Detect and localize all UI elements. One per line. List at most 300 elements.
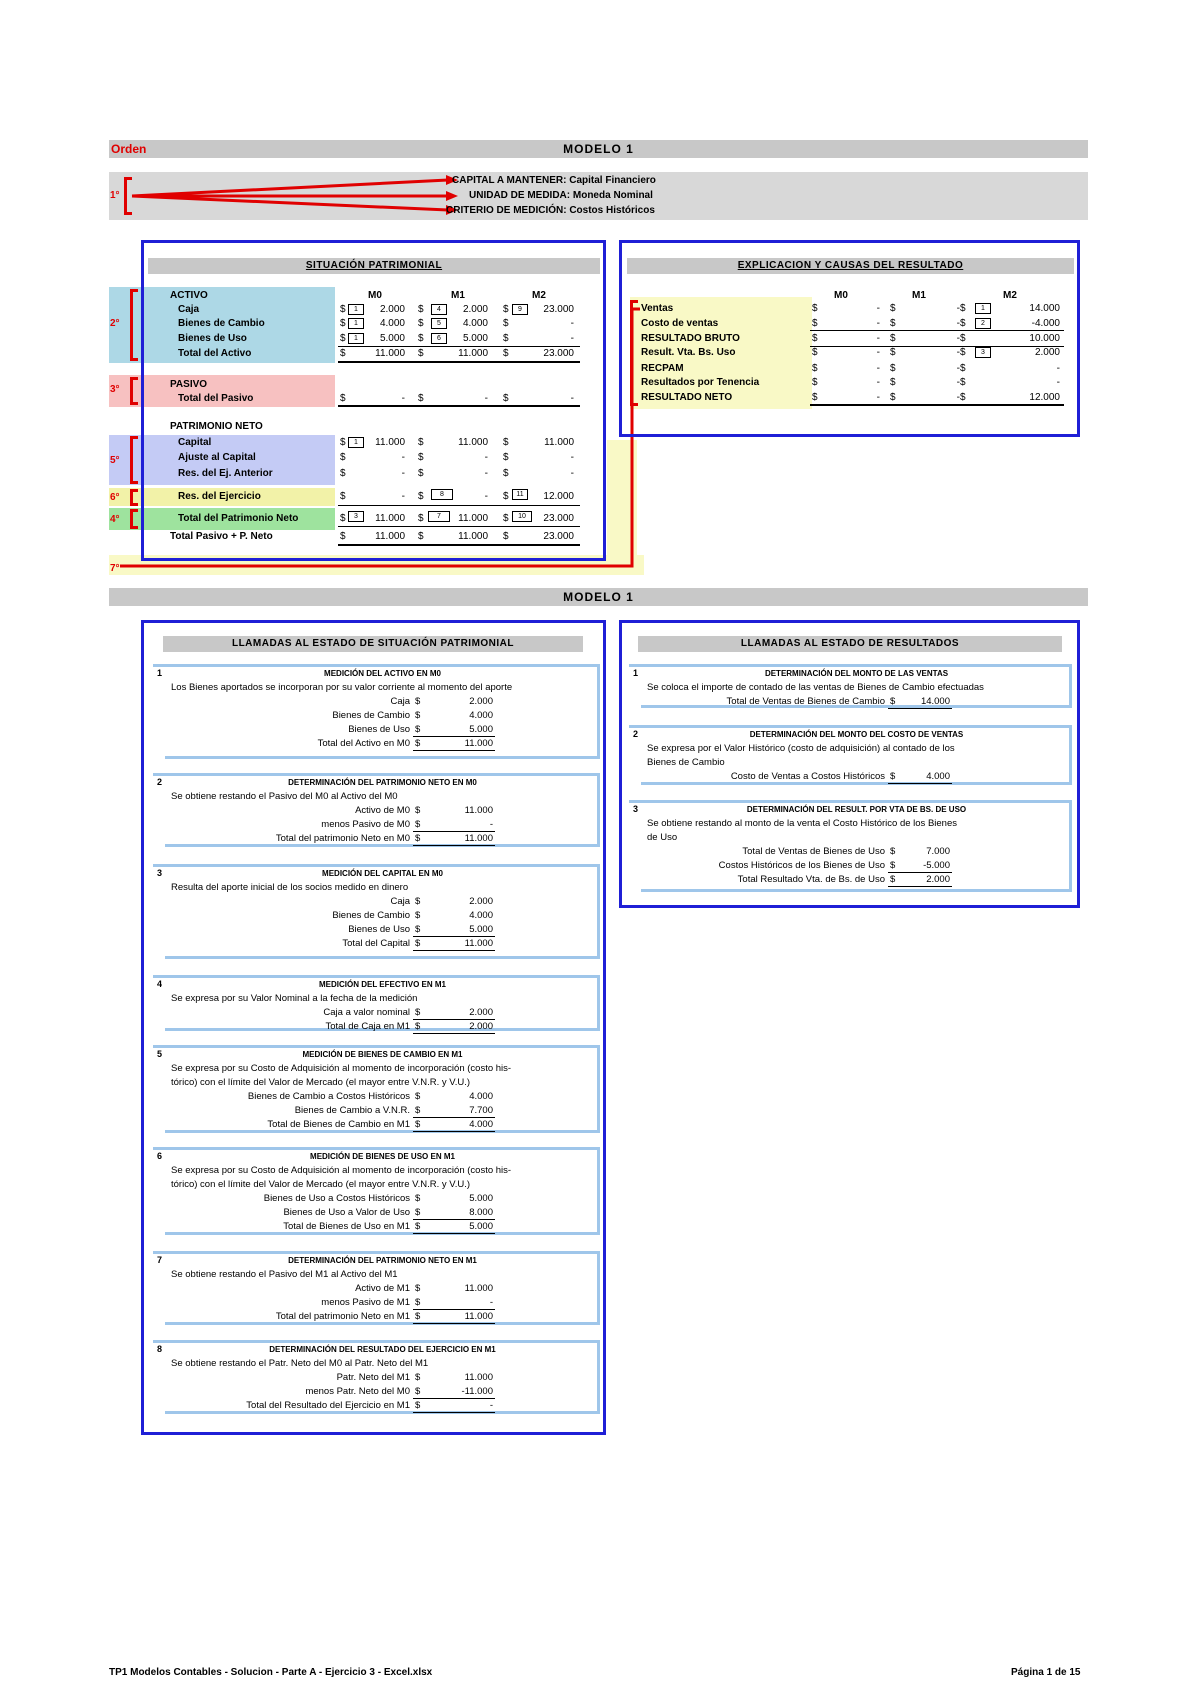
dollar: $	[418, 468, 424, 479]
tact-m1: 11.000	[458, 348, 488, 359]
dollar: $	[415, 924, 421, 935]
dollar: $	[418, 437, 424, 448]
er-row-label: Ventas	[641, 303, 674, 314]
resej-label: Res. del Ejercicio	[178, 491, 261, 502]
note-row-value: 7.700	[469, 1105, 493, 1116]
dollar: $	[340, 531, 346, 542]
note-caption: MEDICIÓN DE BIENES DE CAMBIO EN M1	[302, 1050, 463, 1059]
note-row-value: -5.000	[923, 860, 950, 871]
underline	[413, 1323, 495, 1324]
underline	[413, 1033, 495, 1034]
note-row-value: 5.000	[469, 924, 493, 935]
note-caption: DETERMINACIÓN DEL MONTO DE LAS VENTAS	[764, 669, 949, 678]
dollar: $	[415, 1386, 421, 1397]
note-row-label: Total de Caja en M1	[325, 1021, 410, 1032]
er-value: -	[956, 392, 960, 403]
note-row-label: Bienes de Cambio a Costos Históricos	[247, 1091, 410, 1102]
situacion-title: SITUACIÓN PATRIMONIAL	[305, 260, 443, 271]
ajuste-label: Ajuste al Capital	[178, 452, 256, 463]
dollar: $	[415, 896, 421, 907]
ref-box[interactable]: 2	[975, 318, 991, 329]
underline	[338, 346, 580, 347]
step-5: 5°	[110, 455, 120, 466]
er-value: -	[956, 363, 960, 374]
modelo-header-bar-2	[109, 588, 1088, 606]
dollar: $	[415, 833, 421, 844]
dollar: $	[418, 452, 424, 463]
modelo-title-2: MODELO 1	[563, 590, 634, 604]
note-row-label: Caja a valor nominal	[323, 1007, 410, 1018]
dollar: $	[340, 318, 346, 329]
ref-box[interactable]: 1	[348, 304, 364, 315]
er-value: 2.000	[1034, 347, 1060, 358]
footer-right: Página 1 de 15	[1011, 1667, 1081, 1678]
er-value: -	[876, 303, 880, 314]
llamadas-sp-title-bar	[163, 636, 583, 652]
note-top-line	[153, 773, 600, 776]
er-value: -	[1056, 363, 1060, 374]
resant-m2: -	[570, 468, 574, 479]
note-row-value: 8.000	[469, 1207, 493, 1218]
underline	[413, 1219, 495, 1220]
dollar: $	[890, 363, 896, 374]
underline	[413, 936, 495, 937]
ref-box[interactable]: 11	[512, 489, 528, 500]
note-top-line	[153, 1045, 600, 1048]
er-row-label: Costo de ventas	[641, 318, 719, 329]
er-value: -	[956, 347, 960, 358]
tpas-m1: -	[484, 393, 488, 404]
capital-m0: 11.000	[375, 437, 405, 448]
ref-box[interactable]: 1	[975, 303, 991, 314]
ref-box[interactable]: 9	[512, 304, 528, 315]
ref-box[interactable]: 1	[348, 437, 364, 448]
dollar: $	[503, 348, 509, 359]
note-top-line	[629, 664, 1072, 667]
note-row-value: 2.000	[469, 1021, 493, 1032]
col-m0: M0	[368, 290, 382, 301]
note-row-label: Total del patrimonio Neto en M1	[275, 1311, 410, 1322]
bc-m2: -	[570, 318, 574, 329]
underline	[413, 1412, 495, 1413]
dollar: $	[418, 333, 424, 344]
underline	[413, 736, 495, 737]
capital-line-2: UNIDAD DE MEDIDA: Moneda Nominal	[469, 190, 653, 201]
dollar: $	[812, 392, 818, 403]
er-value: -4.000	[1031, 318, 1060, 329]
note-row-value: -11.000	[461, 1386, 493, 1397]
note-number: 8	[157, 1344, 163, 1354]
dollar: $	[415, 805, 421, 816]
note-text: Se expresa por su Costo de Adquisición al momento de incorporación (costo his-	[171, 1063, 512, 1074]
caja-label: Caja	[178, 304, 200, 315]
dollar: $	[960, 303, 966, 314]
dollar: $	[415, 938, 421, 949]
note-top-line	[153, 1340, 600, 1343]
dollar: $	[340, 468, 346, 479]
pasivo-label: PASIVO	[170, 379, 208, 390]
bu-label: Bienes de Uso	[178, 333, 247, 344]
dollar: $	[415, 1400, 421, 1411]
note-text: Se expresa por el Valor Histórico (costo de adquisición) al contado de los	[647, 743, 955, 754]
note-row-value: -	[489, 1297, 493, 1308]
ref-box[interactable]: 8	[431, 489, 453, 500]
note-row-value: 4.000	[469, 710, 493, 721]
dollar: $	[960, 392, 966, 403]
er-value: -	[876, 377, 880, 388]
er-value: 14.000	[1029, 303, 1060, 314]
note-row-label: Total de Bienes de Uso en M1	[283, 1221, 410, 1232]
dollar: $	[340, 333, 346, 344]
note-row-label: Bienes de Uso a Valor de Uso	[283, 1207, 410, 1218]
note-text: tórico) con el límite del Valor de Mercado (el mayor entre V.N.R. y V.U.)	[171, 1077, 471, 1088]
explicacion-title-bar	[627, 258, 1074, 274]
dollar: $	[960, 333, 966, 344]
note-number: 1	[157, 668, 163, 678]
dollar: $	[418, 491, 424, 502]
dollar: $	[415, 1283, 421, 1294]
col-m1: M1	[451, 290, 465, 301]
dollar: $	[415, 696, 421, 707]
underline	[413, 845, 495, 846]
note-caption: DETERMINACIÓN DEL MONTO DEL COSTO DE VENTAS	[749, 730, 964, 739]
bu-m1: 5.000	[462, 333, 488, 344]
dollar: $	[415, 1119, 421, 1130]
note-number: 3	[157, 868, 163, 878]
note-row-label: Activo de M0	[355, 805, 410, 816]
dollar: $	[418, 393, 424, 404]
note-text: Se obtiene restando el Pasivo del M0 al Activo del M0	[171, 791, 398, 802]
ref-box[interactable]: 1	[348, 333, 364, 344]
note-caption: DETERMINACIÓN DEL RESULT. POR VTA DE BS. DE USO	[746, 805, 967, 814]
note-number: 5	[157, 1049, 163, 1059]
ref-box[interactable]: 4	[431, 304, 447, 315]
ref-box[interactable]: 10	[512, 511, 532, 522]
dollar: $	[340, 491, 346, 502]
note-row-value: 11.000	[464, 738, 493, 749]
dollar: $	[415, 1007, 421, 1018]
dollar: $	[340, 304, 346, 315]
dollar: $	[415, 1221, 421, 1232]
note-row-label: Total de Bienes de Cambio en M1	[267, 1119, 410, 1130]
er-value: -	[876, 347, 880, 358]
er-col-m2: M2	[1003, 290, 1017, 301]
note-text: tórico) con el límite del Valor de Mercado (el mayor entre V.N.R. y V.U.)	[171, 1179, 471, 1190]
dollar: $	[503, 333, 509, 344]
note-row-label: Caja	[390, 696, 410, 707]
dollar: $	[503, 452, 509, 463]
note-row-value: 11.000	[464, 805, 493, 816]
activo-label: ACTIVO	[170, 290, 208, 301]
ajuste-m2: -	[570, 452, 574, 463]
capital-m2: 11.000	[544, 437, 574, 448]
dollar: $	[415, 1105, 421, 1116]
note-row-label: Caja	[390, 896, 410, 907]
step-6: 6°	[110, 492, 120, 503]
capital-line-3: CRITERIO DE MEDICIÓN: Costos Históricos	[446, 205, 655, 216]
ajuste-m1: -	[484, 452, 488, 463]
note-row-value: -	[489, 819, 493, 830]
step-2: 2°	[110, 318, 120, 329]
er-value: -	[956, 333, 960, 344]
note-top-line	[153, 664, 600, 667]
dollar: $	[415, 1207, 421, 1218]
underline	[810, 404, 1064, 406]
note-top-line	[629, 800, 1072, 803]
note-row-value: 5.000	[469, 1221, 493, 1232]
note-top-line	[153, 1147, 600, 1150]
note-row-value: 11.000	[464, 1283, 493, 1294]
note-caption: DETERMINACIÓN DEL PATRIMONIO NETO EN M0	[288, 778, 477, 787]
dollar: $	[503, 531, 509, 542]
tpasn-label: Total Pasivo + P. Neto	[170, 531, 273, 542]
er-row-label: Result. Vta. Bs. Uso	[641, 347, 736, 358]
note-number: 3	[633, 804, 639, 814]
note-caption: DETERMINACIÓN DEL RESULTADO DEL EJERCICIO EN M1	[269, 1345, 496, 1354]
ref-box[interactable]: 5	[431, 318, 447, 329]
note-row-label: Costo de Ventas a Costos Históricos	[730, 771, 885, 782]
resej-m2: 12.000	[543, 491, 574, 502]
note-row-value: 14.000	[920, 696, 950, 707]
note-caption: MEDICIÓN DEL EFECTIVO EN M1	[319, 980, 446, 989]
resej-m0: -	[401, 491, 405, 502]
resant-label: Res. del Ej. Anterior	[178, 468, 273, 479]
dollar: $	[890, 846, 896, 857]
dollar: $	[812, 318, 818, 329]
dollar: $	[415, 710, 421, 721]
note-row-label: Activo de M1	[355, 1283, 410, 1294]
note-row-label: Total del Resultado del Ejercicio en M1	[246, 1400, 410, 1411]
er-value: -	[876, 392, 880, 403]
note-caption: MEDICIÓN DEL ACTIVO EN M0	[324, 669, 441, 678]
dollar: $	[418, 304, 424, 315]
note-number: 6	[157, 1151, 163, 1161]
note-top-line	[629, 725, 1072, 728]
dollar: $	[812, 347, 818, 358]
underline	[413, 750, 495, 751]
capital-arrows	[130, 172, 460, 220]
note-row-value: 2.000	[469, 1007, 493, 1018]
er-value: 10.000	[1029, 333, 1060, 344]
dollar: $	[812, 377, 818, 388]
orden-step-1: 1°	[110, 190, 120, 201]
note-row-label: menos Pasivo de M1	[321, 1297, 410, 1308]
dollar: $	[960, 363, 966, 374]
note-row-value: 2.000	[469, 696, 493, 707]
dollar: $	[415, 1193, 421, 1204]
note-row-label: Patr. Neto del M1	[336, 1372, 410, 1383]
underline	[413, 831, 495, 832]
note-caption: DETERMINACIÓN DEL PATRIMONIO NETO EN M1	[288, 1256, 477, 1265]
bu-m2: -	[570, 333, 574, 344]
note-row-value: 4.000	[469, 1119, 493, 1130]
dollar: $	[415, 1021, 421, 1032]
underline	[888, 708, 952, 709]
dollar: $	[960, 318, 966, 329]
underline	[413, 1233, 495, 1234]
dollar: $	[340, 348, 346, 359]
pn-label: PATRIMONIO NETO	[170, 421, 263, 432]
capital-row-label: Capital	[178, 437, 212, 448]
dollar: $	[503, 304, 509, 315]
underline	[338, 505, 580, 506]
step-4: 4°	[110, 514, 120, 525]
note-row-label: Total del Capital	[342, 938, 410, 949]
capital-line-1: CAPITAL A MANTENER: Capital Financiero	[452, 175, 656, 186]
note-text: Los Bienes aportados se incorporan por su valor corriente al momento del aporte	[171, 682, 513, 693]
bc-m0: 4.000	[379, 318, 405, 329]
note-row-value: 5.000	[469, 1193, 493, 1204]
underline	[413, 950, 495, 951]
modelo-header-bar	[109, 140, 1088, 158]
ref-box[interactable]: 7	[428, 511, 450, 522]
note-top-line	[153, 1251, 600, 1254]
caja-m1: 2.000	[462, 304, 488, 315]
situacion-title-bar	[148, 258, 600, 274]
note-row-label: Bienes de Cambio a V.N.R.	[294, 1105, 410, 1116]
note-row-value: 4.000	[926, 771, 950, 782]
dollar: $	[890, 377, 896, 388]
note-row-label: Total de Ventas de Bienes de Cambio	[726, 696, 885, 707]
tact-m2: 23.000	[543, 348, 574, 359]
dollar: $	[418, 348, 424, 359]
bu-m0: 5.000	[379, 333, 405, 344]
er-value: -	[956, 318, 960, 329]
dollar: $	[503, 393, 509, 404]
dollar: $	[418, 318, 424, 329]
note-row-label: Total Resultado Vta. de Bs. de Uso	[737, 874, 885, 885]
orden-label: Orden	[111, 142, 147, 156]
note-row-label: Total del patrimonio Neto en M0	[275, 833, 410, 844]
note-text: Se coloca el importe de contado de las ventas de Bienes de Cambio efectuadas	[647, 682, 984, 693]
dollar: $	[340, 437, 346, 448]
note-row-value: 11.000	[464, 833, 493, 844]
dollar: $	[960, 347, 966, 358]
note-row-label: Total de Ventas de Bienes de Uso	[742, 846, 885, 857]
step-3: 3°	[110, 384, 120, 395]
note-row-label: Total del Activo en M0	[317, 738, 410, 749]
resej-m1: -	[484, 491, 488, 502]
tpas-m0: -	[401, 393, 405, 404]
dollar: $	[812, 363, 818, 374]
note-row-value: 4.000	[469, 1091, 493, 1102]
underline	[338, 405, 580, 407]
note-number: 1	[633, 668, 639, 678]
underline	[338, 361, 580, 363]
note-top-line	[153, 864, 600, 867]
dollar: $	[890, 874, 896, 885]
llamadas-er-title-bar	[638, 636, 1062, 652]
ref-box[interactable]: 6	[431, 333, 447, 344]
tpn-label: Total del Patrimonio Neto	[178, 513, 299, 524]
note-number: 2	[157, 777, 163, 787]
dollar: $	[415, 910, 421, 921]
note-text: Se expresa por su Valor Nominal a la fecha de la medición	[171, 993, 418, 1004]
er-row-label: Resultados por Tenencia	[641, 377, 760, 388]
underline	[888, 783, 952, 784]
note-text: Bienes de Cambio	[647, 757, 725, 768]
note-row-value: 11.000	[464, 938, 493, 949]
note-row-value: -	[489, 1400, 493, 1411]
dollar: $	[960, 377, 966, 388]
tpasn-m0: 11.000	[375, 531, 405, 542]
tpasn-m2: 23.000	[543, 531, 574, 542]
note-top-line	[153, 975, 600, 978]
modelo-title: MODELO 1	[563, 142, 634, 156]
resant-m0: -	[401, 468, 405, 479]
er-value: -	[876, 363, 880, 374]
note-row-label: Costos Históricos de los Bienes de Uso	[718, 860, 885, 871]
resant-m1: -	[484, 468, 488, 479]
ref-box[interactable]: 3	[348, 511, 364, 522]
note-row-value: 7.000	[926, 846, 950, 857]
note-row-value: 2.000	[469, 896, 493, 907]
underline	[810, 346, 1064, 347]
underline	[413, 1131, 495, 1132]
underline	[413, 1398, 495, 1399]
note-text: Se obtiene restando el Pasivo del M1 al Activo del M1	[171, 1269, 398, 1280]
dollar: $	[890, 333, 896, 344]
underline	[810, 330, 1064, 331]
dollar: $	[415, 1311, 421, 1322]
note-caption: MEDICIÓN DE BIENES DE USO EN M1	[310, 1152, 455, 1161]
dollar: $	[890, 347, 896, 358]
note-text: Resulta del aporte inicial de los socios medido en dinero	[171, 882, 409, 893]
dollar: $	[890, 771, 896, 782]
er-value: -	[876, 318, 880, 329]
note-row-label: Bienes de Uso	[348, 724, 410, 735]
dollar: $	[418, 513, 424, 524]
dollar: $	[415, 724, 421, 735]
note-text: Se obtiene restando al monto de la venta el Costo Histórico de los Bienes	[647, 818, 957, 829]
ajuste-m0: -	[401, 452, 405, 463]
underline	[338, 526, 580, 527]
ref-box[interactable]: 3	[975, 347, 991, 358]
dollar: $	[418, 531, 424, 542]
bracket-er	[630, 300, 638, 406]
note-number: 4	[157, 979, 163, 989]
note-row-label: Bienes de Uso a Costos Históricos	[263, 1193, 410, 1204]
dollar: $	[415, 1091, 421, 1102]
dollar: $	[503, 437, 509, 448]
note-text: Se obtiene restando el Patr. Neto del M0 al Patr. Neto del M1	[171, 1358, 429, 1369]
underline	[888, 886, 952, 887]
bc-m1: 4.000	[462, 318, 488, 329]
er-col-m0: M0	[834, 290, 848, 301]
dollar: $	[340, 513, 346, 524]
note-row-value: 4.000	[469, 910, 493, 921]
dollar: $	[503, 491, 509, 502]
note-row-label: Bienes de Uso	[348, 924, 410, 935]
note-row-label: menos Pasivo de M0	[321, 819, 410, 830]
dollar: $	[415, 1372, 421, 1383]
llamadas-sp-title: LLAMADAS AL ESTADO DE SITUACIÓN PATRIMONIAL	[231, 638, 515, 649]
dollar: $	[415, 819, 421, 830]
er-col-m1: M1	[912, 290, 926, 301]
er-value: -	[956, 303, 960, 314]
er-value: -	[956, 377, 960, 388]
ref-box[interactable]: 1	[348, 318, 364, 329]
step-7: 7°	[110, 563, 120, 574]
note-row-label: menos Patr. Neto del M0	[305, 1386, 410, 1397]
tact-m0: 11.000	[375, 348, 405, 359]
er-value: 12.000	[1029, 392, 1060, 403]
dollar: $	[340, 393, 346, 404]
dollar: $	[890, 318, 896, 329]
er-row-label: RESULTADO BRUTO	[641, 333, 740, 344]
explicacion-title: EXPLICACION Y CAUSAS DEL RESULTADO	[737, 260, 964, 271]
note-row-value: 5.000	[469, 724, 493, 735]
